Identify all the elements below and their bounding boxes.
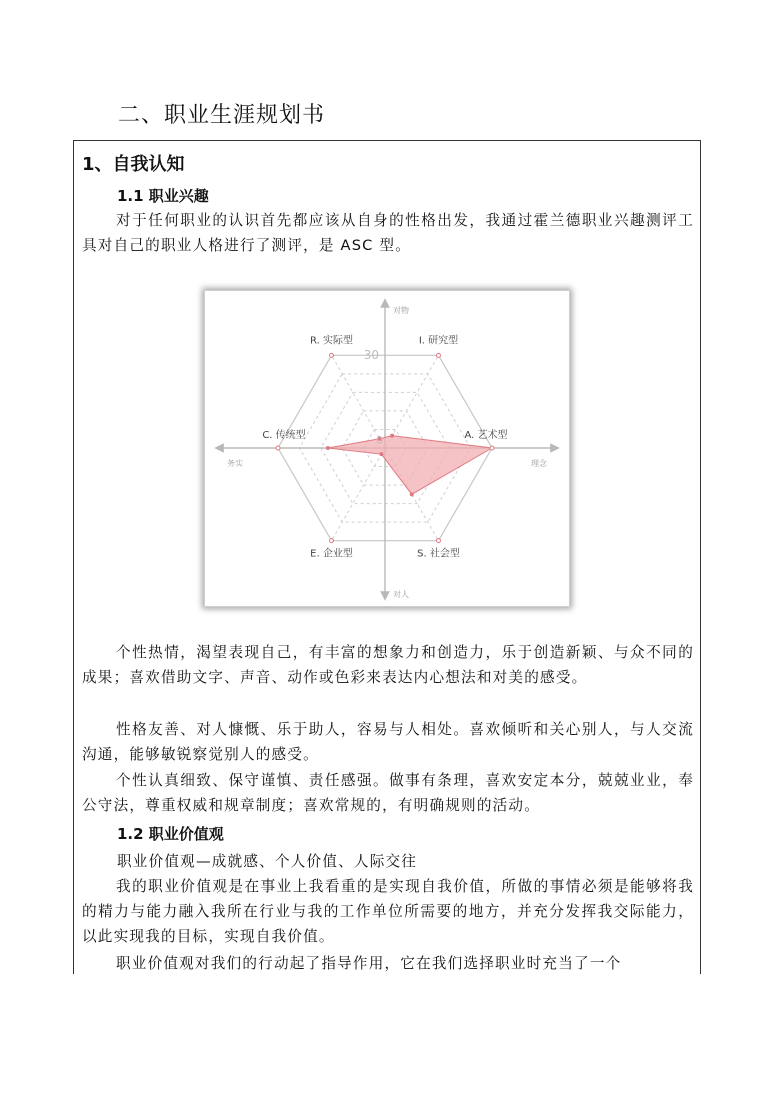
subsection-title-interest: 1.1 职业兴趣 bbox=[117, 187, 209, 205]
section-title-self-awareness: 1、自我认知 bbox=[82, 154, 185, 175]
radar-axis-label: A. 艺术型 bbox=[464, 430, 508, 441]
direction-label-bottom: 对人 bbox=[393, 590, 409, 599]
subsection-title-values: 1.2 职业价值观 bbox=[117, 825, 224, 843]
radar-vertex-marker bbox=[490, 446, 494, 450]
direction-label-top: 对物 bbox=[393, 306, 409, 315]
radar-data-point bbox=[379, 452, 383, 456]
document-title: 二、职业生涯规划书 bbox=[118, 103, 326, 128]
holland-radar-chart bbox=[204, 290, 570, 607]
radar-vertex-marker bbox=[330, 353, 334, 357]
radar-vertex-marker bbox=[437, 539, 441, 543]
radar-data-point bbox=[326, 446, 330, 450]
radar-vertex-marker bbox=[276, 446, 280, 450]
paragraph-values: 我的职业价值观是在事业上我看重的是实现自我价值，所做的事情必须是能够将我的精力与能力融入我所在行业与我的工作单位所需要的地方，并充分发挥我交际能力，以此实现我的目标，实现自我价值。 bbox=[82, 878, 694, 945]
radar-tick-label: 30 bbox=[363, 348, 379, 362]
radar-chart-svg bbox=[205, 291, 569, 606]
direction-label-left: 务实 bbox=[227, 459, 243, 468]
radar-spoke bbox=[332, 448, 386, 541]
radar-data-point bbox=[410, 492, 414, 496]
paragraph-intro: 对于任何职业的认识首先都应该从自身的性格出发，我通过霍兰德职业兴趣测评工具对自己的职业人格进行了测评，是 ASC 型。 bbox=[82, 212, 694, 254]
paragraph-guide: 职业价值观对我们的行动起了指导作用，它在我们选择职业时充当了一个 bbox=[116, 955, 622, 972]
paragraph-conventional: 个性认真细致、保守谨慎、责任感强。做事有条理，喜欢安定本分，兢兢业业，奉公守法，尊重权威和规章制度；喜欢常规的，有明确规则的活动。 bbox=[82, 772, 694, 814]
values-summary-line: 职业价值观—成就感、个人价值、人际交往 bbox=[117, 853, 418, 870]
radar-vertex-marker bbox=[437, 353, 441, 357]
radar-tick-label: 0 bbox=[376, 434, 383, 447]
paragraph-artistic: 个性热情，渴望表现自己，有丰富的想象力和创造力，乐于创造新颖、与众不同的成果；喜欢借助文字、声音、动作或色彩来表达内心想法和对美的感受。 bbox=[82, 644, 694, 686]
radar-axis-label: S. 社会型 bbox=[417, 548, 460, 560]
radar-axis-label: I. 研究型 bbox=[418, 335, 459, 347]
paragraph-social: 性格友善、对人慷慨、乐于助人，容易与人相处。喜欢倾听和关心别人，与人交流沟通，能够敏锐察觉别人的感受。 bbox=[82, 721, 694, 763]
radar-vertex-marker bbox=[330, 539, 334, 543]
radar-data-point bbox=[390, 434, 394, 438]
radar-axis-label: R. 实际型 bbox=[310, 335, 353, 347]
radar-axis-label: E. 企业型 bbox=[310, 548, 353, 560]
radar-axis-label: C. 传统型 bbox=[262, 430, 306, 441]
direction-label-right: 理念 bbox=[531, 459, 547, 468]
